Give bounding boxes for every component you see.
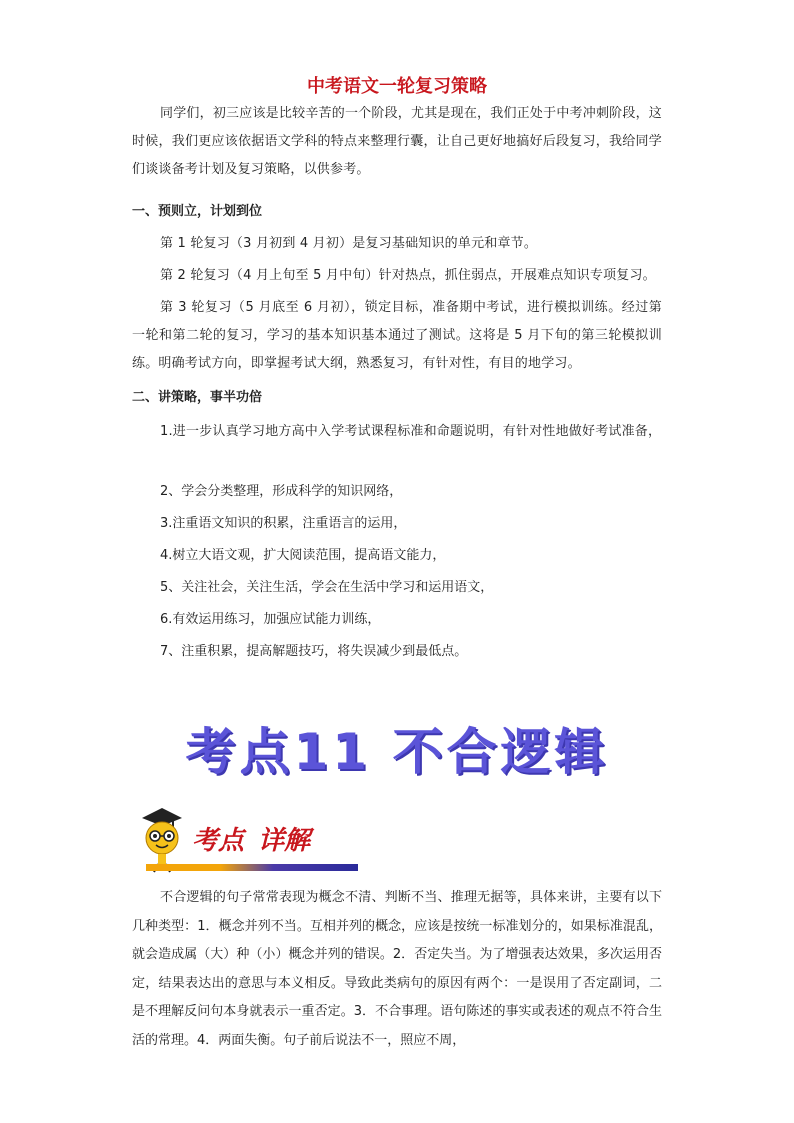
section2-item-4: 4.树立大语文观，扩大阅读范围，提高语文能力， bbox=[160, 548, 446, 563]
badge-word-1: 考点 bbox=[192, 826, 245, 856]
section1-para-2: 第 2 轮复习（4 月上旬至 5 月中旬）针对热点，抓住弱点，开展难点知识专项复习。 bbox=[160, 268, 656, 283]
topic-detail-badge bbox=[136, 806, 358, 876]
section2-item-6: 6.有效运用练习，加强应试能力训练， bbox=[160, 612, 381, 627]
section2-heading: 二、讲策略，事半功倍 bbox=[132, 390, 263, 405]
section1-para-1: 第 1 轮复习（3 月初到 4 月初）是复习基础知识的单元和章节。 bbox=[160, 236, 538, 251]
section2-item-1: 1.进一步认真学习地方高中入学考试课程标准和命题说明，有针对性地做好考试准备， bbox=[160, 424, 662, 439]
section1-heading: 一、预则立，计划到位 bbox=[132, 204, 263, 219]
page-title: 中考语文一轮复习策略 bbox=[307, 76, 487, 97]
section2-item-3: 3.注重语文知识的积累，注重语言的运用， bbox=[160, 516, 407, 531]
badge-label bbox=[192, 820, 310, 857]
badge-underline bbox=[146, 864, 358, 871]
detail-paragraph: 不合逻辑的句子常常表现为概念不清、判断不当、推理无据等，具体来讲，主要有以下几种类型：1．概念并列不当。互相并列的概念，应该是按统一标准划分的，如果标准混乱，就会造成属（大）种（小）概念并列的错误。2．否定失当。为了增强表达效果，多次运用否定，结果表达出的意思与本义相反。导致此类病句的原因有两个：一是误用了否定副词，二是不理解反问句本身就表示一重否定。3．不合事理。语句陈述的事实或表述的观点不符合生活的常理。4．两面失衡。句子前后说法不一，照应不周， bbox=[132, 890, 662, 1048]
section2-item-5: 5、关注社会，关注生活，学会在生活中学习和运用语文， bbox=[160, 580, 494, 595]
section2-item-7: 7、注重积累，提高解题技巧，将失误减少到最低点。 bbox=[160, 644, 468, 659]
section1-para-3: 第 3 轮复习（5 月底至 6 月初），锁定目标，准备期中考试，进行模拟训练。经过第一轮和第二轮的复习，学习的基本知识基本通过了测试。这将是 5 月下旬的第三轮模拟训练。明确考试方向，即掌握考试大纲，熟悉复习，有针对性，有目的地学习。 bbox=[132, 300, 662, 371]
intro-paragraph: 同学们，初三应该是比较辛苦的一个阶段，尤其是现在，我们正处于中考冲刺阶段，这时候，我们更应该依据语文学科的特点来整理行囊，让自己更好地搞好后段复习，我给同学们谈谈备考计划及复习策略，以供参考。 bbox=[132, 106, 662, 177]
topic-title: 考点11 不合逻辑 bbox=[185, 723, 609, 781]
section2-item-2: 2、学会分类整理，形成科学的知识网络， bbox=[160, 484, 403, 499]
badge-word-2: 详解 bbox=[258, 826, 311, 856]
